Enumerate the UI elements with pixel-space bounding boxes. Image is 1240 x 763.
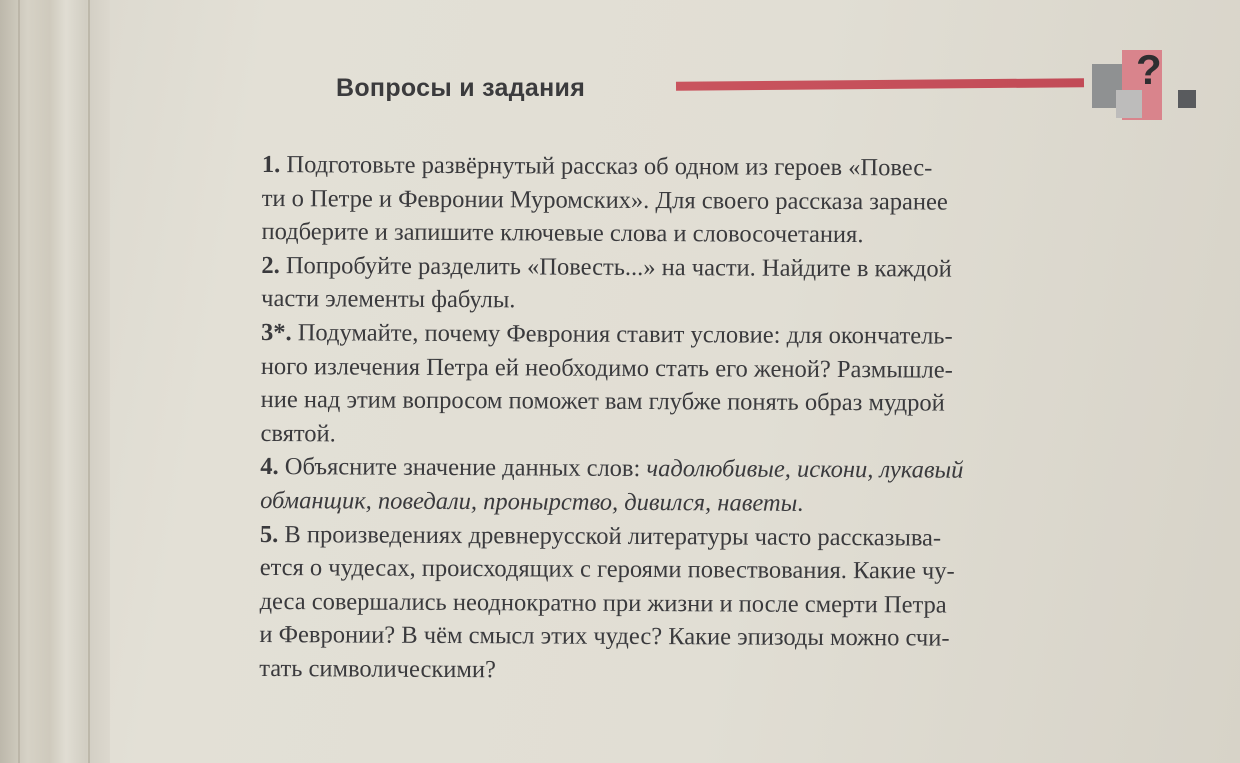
line-text: святой. [260,419,336,448]
line-text: В произведениях древнерусской литературы часто рассказыва- [278,520,942,552]
text-line [259,618,1240,657]
question-badge-icon [1092,46,1202,130]
line-text: ется о чудесах, происходящих с героями повествования. Какие чу- [259,554,955,585]
text-line [261,215,1240,254]
badge-light-square [1116,90,1142,118]
text-line [260,585,1240,624]
line-text: подберите и запишите ключевые слова и словосочетания. [261,218,864,249]
question-number: 2. [261,251,280,279]
line-text: Объясните значение данных слов: [278,453,647,483]
text-line [262,148,1240,187]
text-line [260,518,1240,557]
line-text: части элементы фабулы. [261,285,516,314]
text-line [261,249,1240,288]
heading-accent-bar [676,78,1084,91]
text-line [260,450,1240,489]
italic-words: обманщик, поведали, пронырство, дивился, наветы [260,486,798,517]
line-text: Подготовьте развёрнутый рассказ об одном из героев «Повес- [280,151,933,182]
line-text: и Февронии? В чём смысл этих чудес? Какие эпизоды можно счи- [259,621,950,652]
question-number: 4. [260,453,279,481]
binding-fold-line [88,0,90,763]
line-text: ного излечения Петра ей необходимо стать его женой? Размышле- [260,352,953,384]
section-heading: Вопросы и задания [336,74,586,102]
text-line [261,350,1240,389]
line-text: ние над этим вопросом поможет вам глубже понять образ мудрой [260,386,945,417]
line-text: деса совершались неоднократно при жизни и после смерти Петра [259,587,947,619]
text-line [261,282,1240,321]
question-mark-icon: ? [1136,46,1162,93]
text-line [259,652,1240,691]
italic-words: чадолюбивые, искони, лукавый [646,455,964,485]
binding-fold-line [18,0,20,763]
questions-text [259,148,1240,691]
badge-dark-square [1178,90,1196,108]
text-line [262,182,1240,221]
text-line [260,551,1240,590]
line-text: Подумайте, почему Феврония ставит условие: для окончатель- [291,319,953,350]
line-text: Попробуйте разделить «Повесть...» на части. Найдите в каждой [279,251,952,283]
page-binding [0,0,110,763]
text-line [261,383,1240,422]
question-number: 1. [261,150,281,179]
text-line [260,417,1240,456]
line-text: ти о Петре и Февронии Муромских». Для своего рассказа заранее [261,184,948,216]
text-line [260,484,1240,523]
question-number: 3*. [260,318,292,347]
question-number: 5. [259,520,279,548]
text-line [261,316,1240,355]
line-text: . [797,489,804,517]
line-text: тать символическими? [259,654,496,684]
